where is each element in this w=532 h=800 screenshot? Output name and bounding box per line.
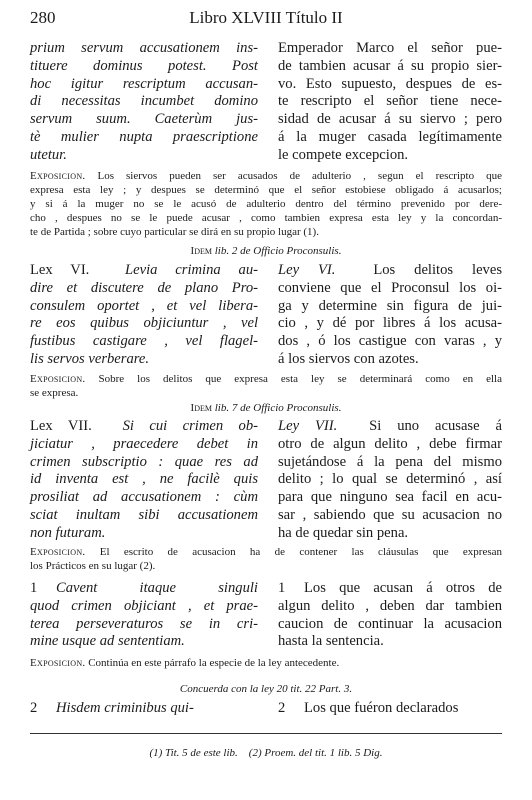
spanish-line: á los siervos con azotes. — [278, 350, 419, 367]
exposition-text: Sobre los delitos que expresa esta ley se determinará como en ella — [98, 373, 503, 385]
spanish-line: dos , ó los castigue con varas , y — [278, 333, 502, 350]
latin-line: sciat inultam sibi accusationem — [30, 506, 258, 523]
ley-label: Ley VI. — [278, 262, 336, 278]
exposition-text: El escrito de acusacion ha de contener las cláusulas que expresan — [99, 546, 502, 558]
bilingual-block-1 — [30, 40, 502, 165]
paragraph-number: 1 — [30, 580, 38, 596]
spanish-line: Si uno acusase á — [369, 418, 502, 434]
spanish-column — [266, 262, 502, 369]
spanish-column — [266, 700, 502, 718]
latin-line: servum suum. Caeterùm jus- — [30, 111, 258, 128]
exposition-text: cho , despues no se le puede acusar , como tambien expresa esta ley y la concordan- — [30, 212, 502, 224]
latin-line: dire et discutere de plano Pro- — [30, 279, 258, 296]
spanish-line: conviene que el Proconsul los oi- — [278, 279, 502, 296]
exposition-label: Exposicion. — [30, 657, 86, 669]
exposition-text: te de Partida ; sobre cuyo particular se dirá en su propio lugar (1). — [30, 226, 319, 238]
footnotes: (1) Tit. 5 de este lib. (2) Proem. del tit. 1 lib. 5 Dig. — [149, 747, 383, 759]
latin-line: jiciatur , praecedere debet in — [30, 435, 258, 452]
page-number: 280 — [30, 8, 56, 27]
citation-reference: lib. 7 de Officio Proconsulis. — [214, 402, 342, 414]
exposition-4 — [30, 656, 502, 670]
latin-column — [30, 418, 266, 543]
exposition-3 — [30, 545, 502, 573]
latin-line: crimen subscriptio : quae res ad — [30, 453, 258, 470]
paragraph-number: 2 — [278, 700, 286, 716]
spanish-line: delito ; lo qual se determinó , así — [278, 471, 502, 488]
spanish-line: ga y determine sin figura de jui- — [278, 297, 502, 314]
bilingual-block-lex-7 — [30, 418, 502, 543]
spanish-line: Emperador Marco el señor pue- — [278, 40, 502, 56]
citation-reference: lib. 2 de Officio Proconsulis. — [214, 245, 342, 257]
source-citation-2 — [30, 402, 502, 414]
ley-label: Ley VII. — [278, 418, 338, 434]
latin-line: prium servum accusationem ins- — [30, 40, 258, 56]
spanish-line: Los que fuéron declarados — [304, 700, 459, 716]
paragraph-number: 2 — [30, 700, 38, 716]
latin-line: prosiliat ad accusationem : cùm — [30, 489, 258, 506]
running-title: Libro XLVIII Título II — [189, 8, 343, 27]
latin-line: di necessitas incumbet domino — [30, 93, 258, 110]
spanish-line: otro de algun delito , debe firmar — [278, 435, 502, 452]
latin-line: quod crimen objiciant , et prae- — [30, 597, 258, 614]
spanish-line: á la muger casada legítimamente — [278, 128, 502, 145]
latin-line: Levia crimina au- — [125, 262, 259, 278]
bilingual-block-paragraph-1 — [30, 580, 502, 651]
bilingual-block-paragraph-2 — [30, 700, 502, 718]
latin-line: tè mulier nupta praescriptione — [30, 128, 258, 145]
exposition-text: expresa esta ley ; y despues se determinó que el señor estobiese obligado á acusarlos; — [30, 184, 502, 196]
latin-line: mine usque ad sententiam. — [30, 633, 185, 650]
latin-line: tituere dominus potest. Post — [30, 57, 258, 74]
spanish-line: sar , sabiendo que su acusacion no — [278, 506, 502, 523]
latin-line: hoc igitur rescriptum accusan- — [30, 75, 258, 92]
spanish-line: hasta la sentencia. — [278, 633, 384, 650]
bilingual-block-lex-6 — [30, 262, 502, 369]
latin-column — [30, 580, 266, 651]
latin-line: Si cui crimen ob- — [122, 418, 259, 434]
latin-line: Hisdem criminibus qui- — [56, 700, 194, 716]
source-citation-1 — [30, 245, 502, 257]
lex-label: Lex VI. — [30, 262, 90, 278]
exposition-label: Exposicion. — [30, 373, 86, 385]
spanish-line: te rescripto el señor tiene nece- — [278, 93, 502, 110]
spanish-line: le compete excepcion. — [278, 146, 409, 163]
exposition-label: Exposicion. — [30, 170, 86, 182]
exposition-text: y si á la muger no se le acusó de adulterio dentro del término prevenido por dere- — [30, 198, 502, 210]
spanish-column — [266, 580, 502, 651]
spanish-column — [266, 40, 502, 165]
latin-line: fustibus castigare , vel flagel- — [30, 333, 258, 350]
paragraph-number: 1 — [278, 580, 286, 596]
spanish-line: algun delito , deben dar tambien — [278, 597, 502, 614]
latin-line: consulem oportet , et vel libera- — [30, 297, 258, 314]
footnote-divider — [30, 733, 502, 734]
latin-line: id inventa est , ne facilè quis — [30, 471, 258, 488]
spanish-line: vo. Esto supuesto, despues de es- — [278, 75, 502, 92]
exposition-2 — [30, 372, 502, 400]
latin-column — [30, 40, 266, 165]
latin-line: lis servos verberare. — [30, 350, 150, 367]
spanish-line: ha de quedar sin pena. — [278, 524, 409, 541]
latin-line: re eos quibus objiciuntur , vel — [30, 315, 258, 332]
concordance-note: Concuerda con la ley 20 tit. 22 Part. 3. — [179, 683, 353, 695]
exposition-text: se expresa. — [30, 387, 79, 399]
latin-line: non futuram. — [30, 524, 106, 541]
exposition-text: los Prácticos en su lugar (2). — [30, 560, 156, 572]
exposition-text: Continúa en este párrafo la especie de la ley antecedente. — [88, 657, 340, 669]
spanish-column — [266, 418, 502, 543]
spanish-line: de tambien acusar á su propio sier- — [278, 57, 502, 74]
exposition-1 — [30, 169, 502, 239]
spanish-line: Los que acusan á otros de — [304, 580, 502, 596]
spanish-line: cio , y dé por libres á los acusa- — [278, 315, 502, 332]
page-header — [30, 8, 502, 30]
latin-column — [30, 700, 266, 718]
spanish-line: sidad de acusar á su siervo ; pero — [278, 111, 502, 128]
exposition-text: Los siervos pueden ser acusados de adulterio , segun el rescripto que — [97, 170, 502, 182]
spanish-line: caucion de continuar la acusacion — [278, 615, 502, 632]
latin-line: Cavent itaque singuli — [56, 580, 258, 596]
spanish-line: sujetándose á la pena del mismo — [278, 453, 502, 470]
citation-prefix: Idem — [190, 245, 212, 257]
latin-line: terea perseveraturos se in cri- — [30, 615, 258, 632]
latin-column — [30, 262, 266, 369]
citation-prefix: Idem — [190, 402, 212, 414]
exposition-label: Exposicion. — [30, 546, 86, 558]
spanish-line: Los delitos leves — [373, 262, 502, 278]
spanish-line: para que ninguno sea facil en acu- — [278, 489, 502, 506]
lex-label: Lex VII. — [30, 418, 92, 434]
latin-line: utetur. — [30, 146, 67, 163]
